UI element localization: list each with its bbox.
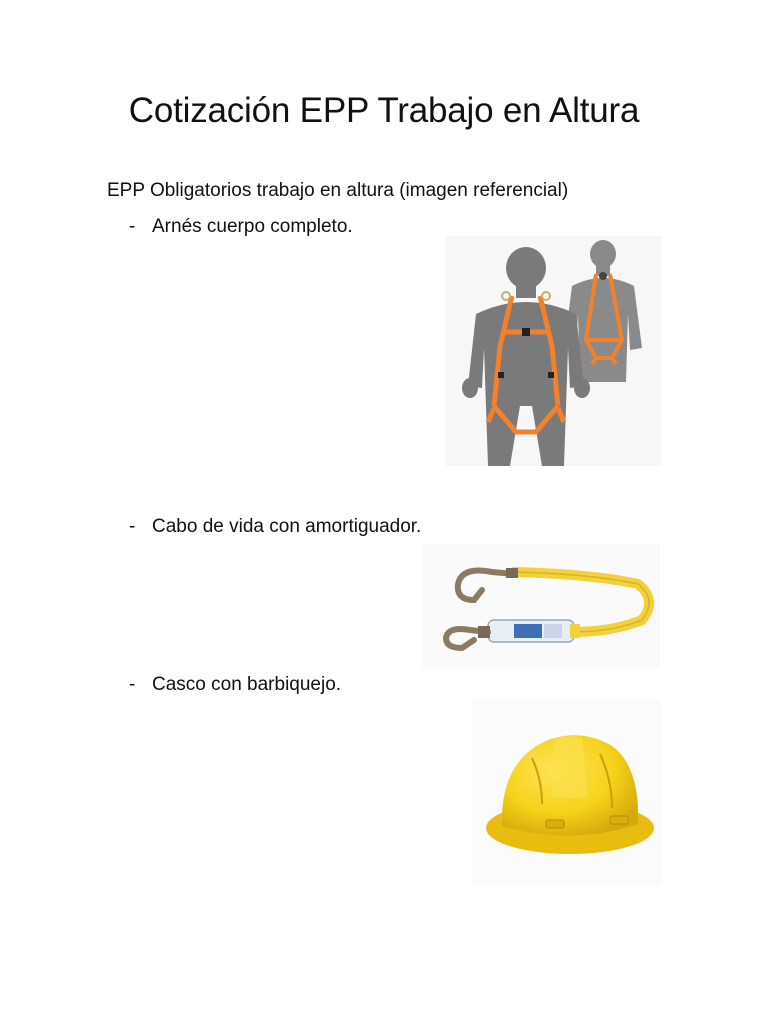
page-title: Cotización EPP Trabajo en Altura: [128, 91, 640, 130]
list-item-label: Arnés cuerpo completo.: [152, 216, 353, 237]
bullet-dash: -: [129, 674, 136, 695]
list-item: [129, 216, 353, 238]
list-item: [129, 516, 421, 538]
hard-hat-image: [472, 700, 662, 886]
list-item-label: Casco con barbiquejo.: [152, 674, 342, 695]
bullet-dash: -: [129, 216, 136, 237]
list-item-label: Cabo de vida con amortiguador.: [152, 516, 422, 537]
bullet-dash: -: [129, 516, 136, 537]
shock-absorbing-lanyard-image: [422, 544, 660, 668]
full-body-harness-image: [446, 236, 662, 466]
list-item: [129, 674, 341, 696]
intro-text: EPP Obligatorios trabajo en altura (imagen referencial): [107, 180, 569, 201]
